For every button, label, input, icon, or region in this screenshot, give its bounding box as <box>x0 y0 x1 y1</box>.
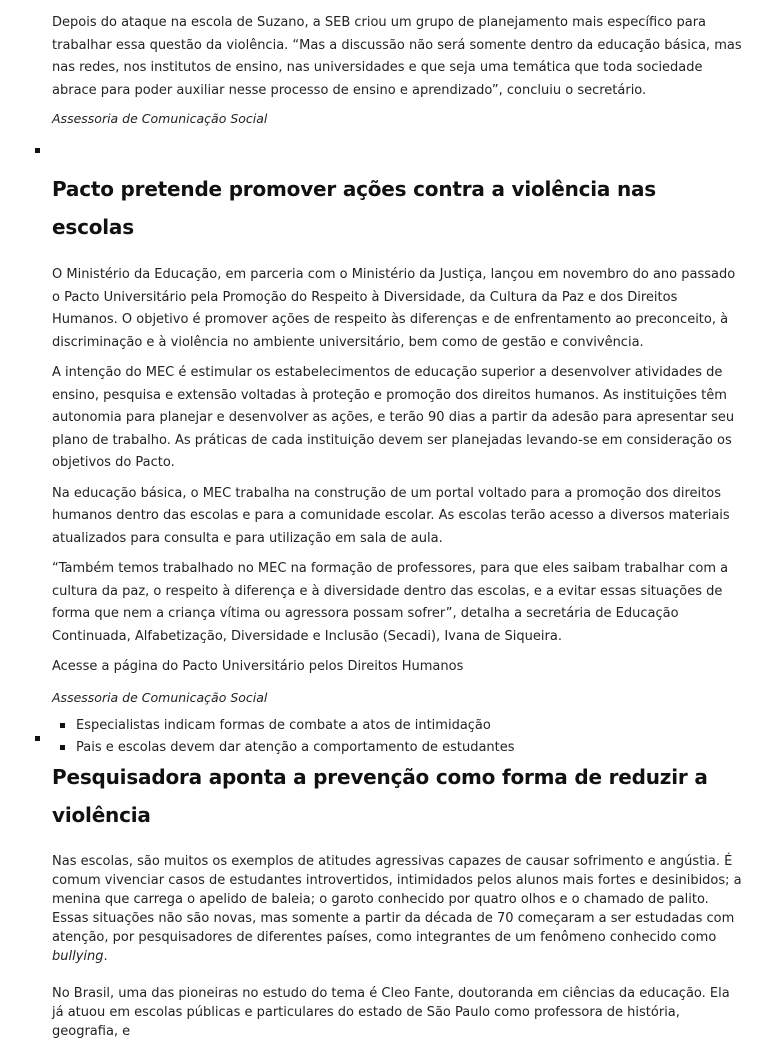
article-paragraph: “Também temos trabalhado no MEC na formação de professores, para que eles saibam trabalhar com a cultura da paz, o respeito à diferença e à diversidade dentro das escolas, e a evitar essas situações de forma que nem a criança vítima ou agressora possam sofrer”, detalha a secretária de Educação Continuada, Alfabetização, Diversidade e Inclusão (Secadi), Ivana de Siqueira. <box>52 561 729 644</box>
article-title[interactable]: Pesquisadora aponta a prevenção como forma de reduzir a violência <box>52 765 708 827</box>
related-links <box>52 715 742 759</box>
article-paragraph: Na educação básica, o MEC trabalha na construção de um portal voltado para a promoção dos direitos humanos dentro das escolas e para a comunidade escolar. As escolas terão acesso a diversos materiais atualizados para consulta e para utilização em sala de aula. <box>52 485 730 546</box>
article-byline: Assessoria de Comunicação Social <box>52 111 268 126</box>
article-paragraph: A intenção do MEC é estimular os estabelecimentos de educação superior a desenvolver atividades de ensino, pesquisa e extensão voltadas à proteção e promoção dos direitos humanos. As instituições têm autonomia para planejar e desenvolver as ações, e terão 90 dias a partir da adesão para apresentar seu plano de trabalho. As práticas de cada instituição devem ser planejadas levando-se em consideração os objetivos do Pacto. <box>52 365 735 470</box>
list-bullet-icon <box>35 148 40 153</box>
article-paragraph: No Brasil, uma das pioneiras no estudo do tema é Cleo Fante, doutoranda em ciências da educação. Ela já atuou em escolas públicas e particulares do estado de São Paulo como professora de história, geografia, e <box>52 986 730 1039</box>
list-bullet-icon <box>35 736 40 741</box>
list-bullet-icon <box>60 745 65 750</box>
article-pacto <box>52 170 742 759</box>
bullying-term: bullying <box>52 949 104 964</box>
related-link-text[interactable]: Especialistas indicam formas de combate a atos de intimidação <box>76 717 491 733</box>
article-pesquisadora <box>52 758 742 1041</box>
related-link-text[interactable]: Pais e escolas devem dar atenção a comportamento de estudantes <box>76 739 515 755</box>
article-byline: Assessoria de Comunicação Social <box>52 689 268 705</box>
article-title[interactable]: Pacto pretende promover ações contra a violência nas escolas <box>52 177 657 239</box>
list-bullet-icon <box>60 723 65 728</box>
article-paragraph <box>52 852 742 966</box>
paragraph-text: Nas escolas, são muitos os exemplos de atitudes agressivas capazes de causar sofrimento e angústia. É comum vivenciar casos de estudantes introvertidos, intimidados pelos alunos mais fortes e desinibidos; a menina que carrega o apelido de baleia; o garoto conhecido por quatro olhos e o chamado de palito. Essas situações não são novas, mas somente a partir da década de 70 começaram a ser estudadas com atenção, por pesquisadores de diferentes países, como integrantes de um fenômeno conhecido como <box>52 854 742 945</box>
related-link-item[interactable] <box>52 715 742 737</box>
pacto-link[interactable]: Acesse a página do Pacto Universitário pelos Direitos Humanos <box>52 659 464 674</box>
paragraph-end: . <box>103 949 108 964</box>
article-paragraph: Depois do ataque na escola de Suzano, a SEB criou um grupo de planejamento mais específico para trabalhar essa questão da violência. “Mas a discussão não será somente dentro da educação básica, mas nas redes, nos institutos de ensino, nas universidades e que seja uma temática que toda sociedade abrace para poder auxiliar nesse processo de ensino e aprendizado”, concluiu o secretário. <box>52 15 742 98</box>
article-paragraph: O Ministério da Educação, em parceria com o Ministério da Justiça, lançou em novembro do ano passado o Pacto Universitário pela Promoção do Respeito à Diversidade, da Cultura da Paz e dos Direitos Humanos. O objetivo é promover ações de respeito às diferenças e de enfrentamento ao preconceito, à discriminação e à violência no ambiente universitário, bem como de gestão e convivência. <box>52 267 736 350</box>
related-link-item[interactable] <box>52 737 742 759</box>
previous-article-tail <box>52 12 742 130</box>
